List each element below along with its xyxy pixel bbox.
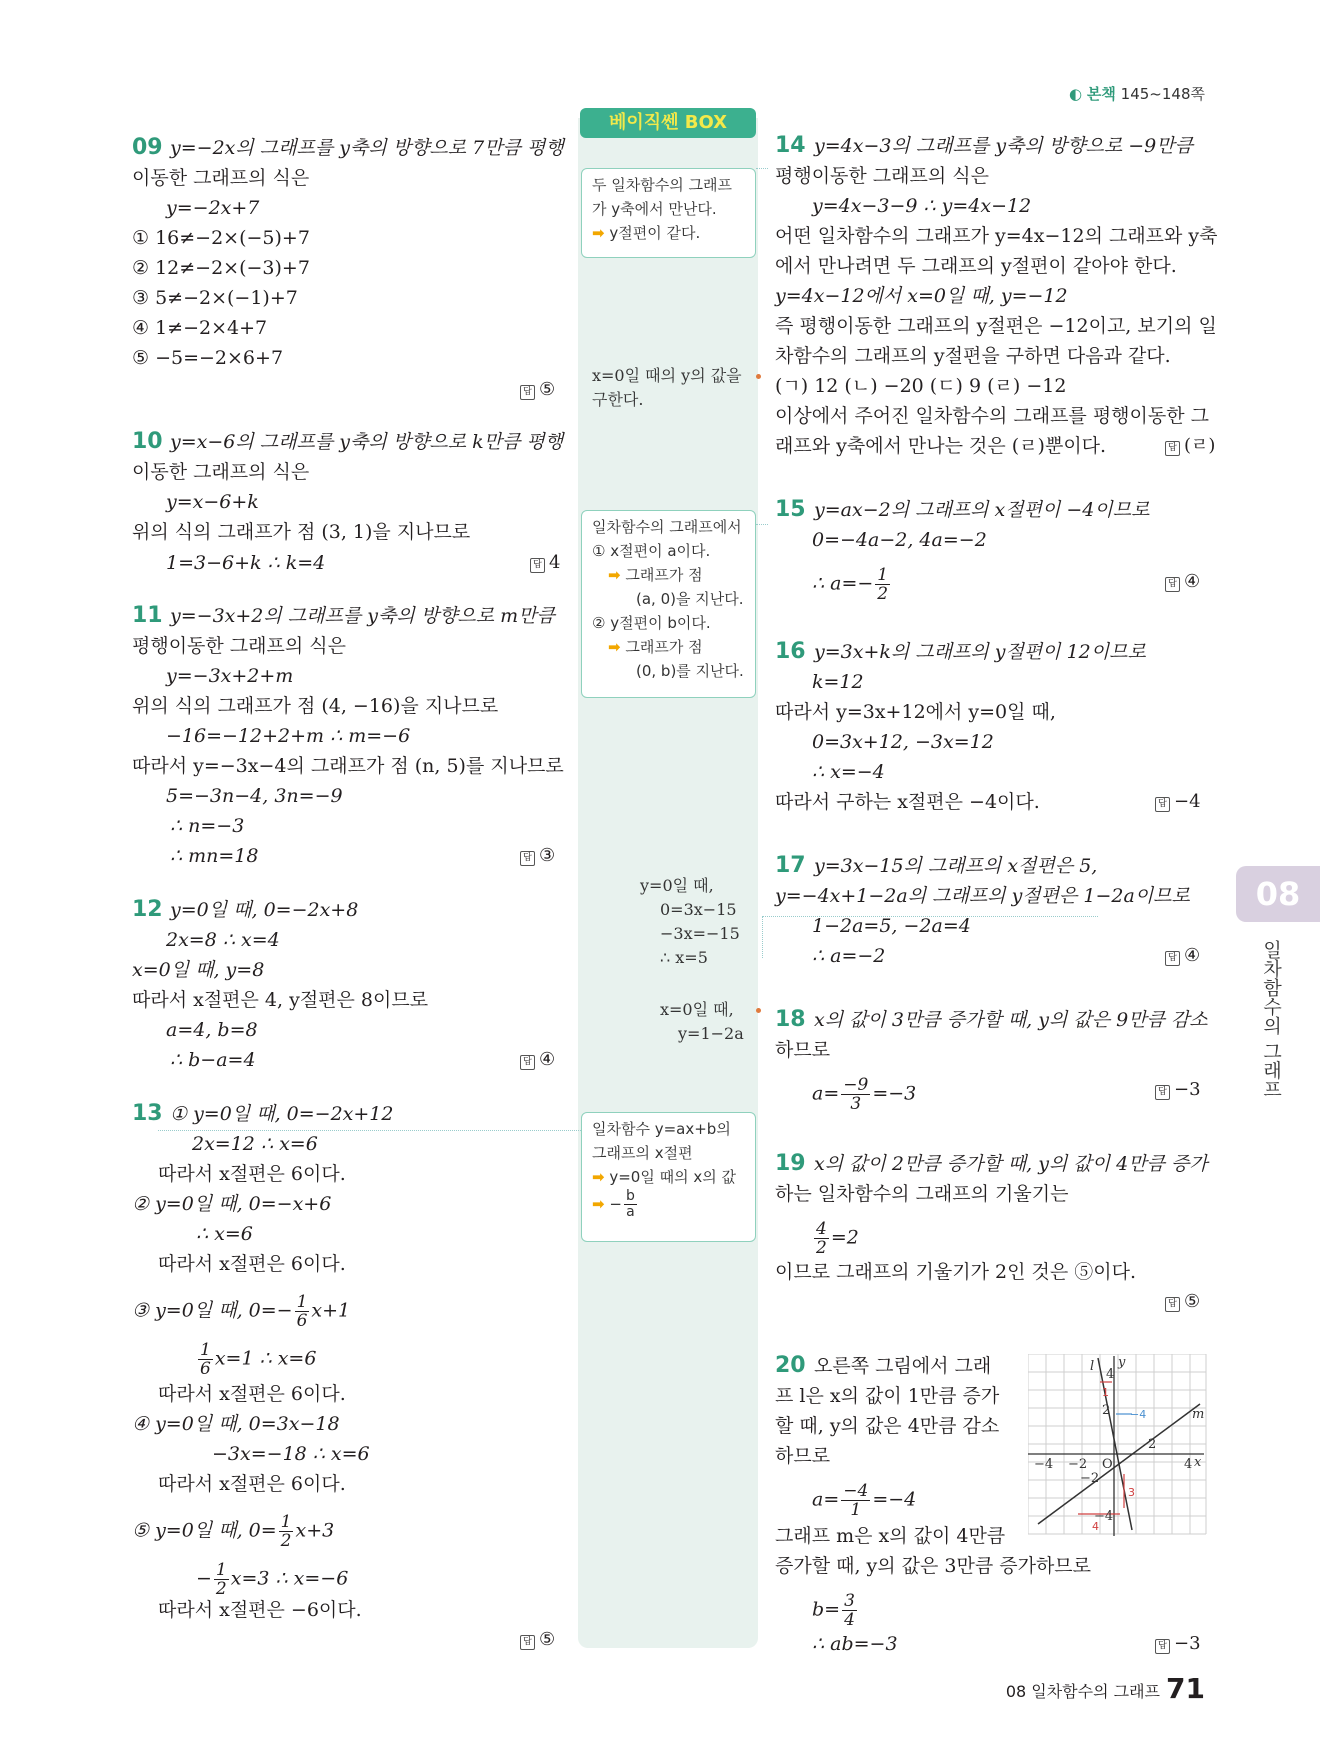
answer: 답 ⑤ xyxy=(520,378,555,402)
answer: 답 ④ xyxy=(1165,944,1200,968)
problem-number: 20 xyxy=(775,1353,806,1378)
text-line: 하는 일차함수의 그래프의 기울기는 xyxy=(775,1183,1069,1205)
equation: a= $\frac{-9}{3}$ =−3 xyxy=(812,1075,917,1114)
answer: 답 ④ xyxy=(1165,570,1200,594)
equation: 0=3x+12, −3x=12 xyxy=(812,731,994,753)
equation: $\frac{1}{6}$ x=1 ∴ x=6 xyxy=(200,1340,317,1379)
text-line: 증가할 때, y의 값은 3만큼 증가하므로 xyxy=(775,1555,1092,1577)
text-line: y=x−6의 그래프를 y축의 방향으로 k만큼 평행 xyxy=(170,431,564,453)
equation: y=−3x+2+m xyxy=(166,665,294,687)
text-line: y=−3x+2의 그래프를 y축의 방향으로 m만큼 xyxy=(170,605,555,627)
answer: 답 ⑤ xyxy=(1165,1290,1200,1314)
fraction: $\frac{1}{6}$ xyxy=(296,1292,308,1331)
equation: ④ y=0일 때, 0=3x−18 xyxy=(132,1413,340,1435)
equation: a=4, b=8 xyxy=(166,1019,258,1041)
equation: ∴ n=−3 xyxy=(170,815,245,837)
source-reference xyxy=(1069,84,1205,104)
text-line: 따라서 구하는 x절편은 −4이다. xyxy=(775,791,1040,813)
text-line: 따라서 x절편은 −6이다. xyxy=(158,1599,362,1621)
equation: a= $\frac{-4}{1}$ =−4 xyxy=(812,1481,917,1520)
text-line: 따라서 x절편은 6이다. xyxy=(158,1253,346,1275)
box-note-intercepts: 일차함수의 그래프에서 ① x절편이 a이다. ➡ 그래프가 점 (a, 0)을 지난다. ② y절편이 b이다. ➡ 그래프가 점 (0, b)를 지난다. xyxy=(581,510,756,698)
text-line: 이상에서 주어진 일차함수의 그래프를 평행이동한 그 xyxy=(775,405,1209,427)
equation: ∴ x=6 xyxy=(196,1223,253,1245)
choice: ① 16≠−2×(−5)+7 xyxy=(132,227,310,249)
equation: ⑤ y=0일 때, 0= $\frac{1}{2}$ x+3 xyxy=(132,1512,335,1551)
text-line: 어떤 일차함수의 그래프가 y=4x−12의 그래프와 y축 xyxy=(775,225,1218,247)
fraction: $\frac{-4}{1}$ xyxy=(843,1481,869,1520)
tick-y4: 4 xyxy=(1106,1367,1115,1382)
book-icon: ◐ xyxy=(1069,85,1083,103)
fraction: $\frac{1}{2}$ xyxy=(877,565,889,604)
answer: 답 −3 xyxy=(1155,1078,1201,1102)
equation: $\frac{4}{2}$ =2 xyxy=(816,1219,859,1258)
text-line: y=−2x의 그래프를 y축의 방향으로 7만큼 평행 xyxy=(170,137,564,159)
text-line: y=3x−15의 그래프의 x절편은 5, xyxy=(814,855,1098,877)
fraction: $\frac{1}{2}$ xyxy=(280,1512,292,1551)
answer: 답 ④ xyxy=(520,1048,555,1072)
fraction: $\frac{1}{6}$ xyxy=(200,1340,211,1379)
chapter-tab: 08 xyxy=(1236,866,1320,922)
answer: 답 −3 xyxy=(1155,1632,1201,1656)
equation: ∴ mn=18 xyxy=(170,845,259,867)
text-line: 위의 식의 그래프가 점 (3, 1)을 지나므로 xyxy=(132,521,471,543)
problem-number: 15 xyxy=(775,497,806,522)
text-line: 따라서 x절편은 6이다. xyxy=(158,1473,346,1495)
text-line: 할 때, y의 값은 4만큼 감소 xyxy=(775,1415,1000,1437)
answer-icon: 답 xyxy=(520,851,535,866)
tick-y2: 2 xyxy=(1102,1403,1111,1418)
side-note: y=0일 때, 0=3x−15 −3x=−15 ∴ x=5 xyxy=(640,876,740,967)
text-line: 차함수의 그래프의 y절편을 구하면 다음과 같다. xyxy=(775,345,1171,367)
text-line: 프 l은 x의 값이 1만큼 증가 xyxy=(775,1385,1000,1407)
tick-yn2: −2 xyxy=(1080,1471,1100,1486)
equation: − $\frac{1}{2}$ x=3 ∴ x=−6 xyxy=(196,1560,349,1599)
text-line: 이동한 그래프의 식은 xyxy=(132,167,310,189)
text-line: 따라서 x절편은 4, y절편은 8이므로 xyxy=(132,989,429,1011)
label-m: m xyxy=(1192,1407,1205,1422)
connector xyxy=(762,916,763,958)
equation: x=0일 때, y=8 xyxy=(132,959,265,981)
equation: k=12 xyxy=(812,671,864,693)
answer-icon: 답 xyxy=(520,1055,535,1070)
connector xyxy=(756,168,768,169)
text-line: 이동한 그래프의 식은 xyxy=(132,461,310,483)
equation: y=−2x+7 xyxy=(166,197,260,219)
answer-icon: 답 xyxy=(530,558,545,573)
page-number: 71 xyxy=(1166,1672,1205,1705)
coordinate-graph xyxy=(1028,1354,1208,1538)
arrow-icon: ➡ xyxy=(608,638,621,656)
tick-x4: 4 xyxy=(1184,1457,1193,1472)
arrow-icon: ➡ xyxy=(592,224,605,242)
text-line: 그래프 m은 x의 값이 4만큼 xyxy=(775,1525,1006,1547)
problem-number: 18 xyxy=(775,1007,806,1032)
arrow-icon: ➡ xyxy=(592,1195,605,1213)
problem-number: 17 xyxy=(775,853,806,878)
text-line: 위의 식의 그래프가 점 (4, −16)을 지나므로 xyxy=(132,695,499,717)
text-line: y=−4x+1−2a의 그래프의 y절편은 1−2a이므로 xyxy=(775,885,1190,907)
text-line: x의 값이 2만큼 증가할 때, y의 값이 4만큼 증가 xyxy=(814,1153,1208,1175)
text-line: 이므로 그래프의 기울기가 2인 것은 ⑤이다. xyxy=(775,1261,1136,1283)
text-line: 하므로 xyxy=(775,1039,831,1061)
equation: 2x=8 ∴ x=4 xyxy=(166,929,280,951)
problem-number: 14 xyxy=(775,133,806,158)
choice: ④ 1≠−2×4+7 xyxy=(132,317,268,339)
choice: ⑤ −5=−2×6+7 xyxy=(132,347,284,369)
box-title: 베이직쎈 BOX xyxy=(580,108,756,138)
equation: 0=−4a−2, 4a=−2 xyxy=(812,529,987,551)
equation: −16=−12+2+m ∴ m=−6 xyxy=(166,725,411,747)
tick-yn4: −4 xyxy=(1094,1509,1114,1524)
equation: ∴ a=−2 xyxy=(812,945,886,967)
arrow-icon: ➡ xyxy=(608,566,621,584)
answer-icon: 답 xyxy=(1155,797,1170,812)
equation: y=4x−3−9 ∴ y=4x−12 xyxy=(812,195,1032,217)
label-x: x xyxy=(1194,1455,1202,1470)
choice-values: (ㄱ) 12 (ㄴ) −20 (ㄷ) 9 (ㄹ) −12 xyxy=(775,375,1067,397)
text-line: 에서 만나려면 두 그래프의 y절편이 같아야 한다. xyxy=(775,255,1177,277)
answer: 답 4 xyxy=(530,551,560,575)
fraction: $\frac{b}{a}$ xyxy=(625,1188,635,1220)
equation: y=0일 때, 0=−2x+8 xyxy=(170,899,359,921)
text-line: 따라서 x절편은 6이다. xyxy=(158,1383,346,1405)
tick-xn4: −4 xyxy=(1034,1457,1054,1472)
text-line: y=4x−3의 그래프를 y축의 방향으로 −9만큼 xyxy=(814,135,1193,157)
problem-number: 12 xyxy=(132,897,163,922)
problem-number: 11 xyxy=(132,603,163,628)
equation: ∴ a=− $\frac{1}{2}$ xyxy=(812,565,889,604)
answer: 답 −4 xyxy=(1155,790,1201,814)
answer: 답 ③ xyxy=(520,844,555,868)
text-line: 따라서 y=3x+12에서 y=0일 때, xyxy=(775,701,1056,723)
text-line: 래프와 y축에서 만나는 것은 (ㄹ)뿐이다. xyxy=(775,435,1107,457)
chapter-title-vertical: 일차함수의 그래프 xyxy=(1260,940,1282,1099)
equation: b= $\frac{3}{4}$ xyxy=(812,1591,855,1630)
connector-dot xyxy=(756,1008,761,1013)
choice: ③ 5≠−2×(−1)+7 xyxy=(132,287,298,309)
equation: 1=3−6+k ∴ k=4 xyxy=(166,552,326,574)
footer-chapter: 08 일차함수의 그래프 xyxy=(1005,1682,1160,1701)
red-label: 3 xyxy=(1128,1486,1135,1499)
answer-icon: 답 xyxy=(520,385,535,400)
text-line: 평행이동한 그래프의 식은 xyxy=(775,165,989,187)
line-m xyxy=(1038,1404,1200,1524)
equation: ① y=0일 때, 0=−2x+12 xyxy=(170,1103,394,1125)
answer-icon: 답 xyxy=(1155,1639,1170,1654)
equation: −3x=−18 ∴ x=6 xyxy=(212,1443,370,1465)
problem-number: 16 xyxy=(775,639,806,664)
answer-icon: 답 xyxy=(1165,577,1180,592)
tick-xn2: −2 xyxy=(1068,1457,1088,1472)
problem-number: 13 xyxy=(132,1101,163,1126)
label-l: l xyxy=(1090,1359,1095,1374)
book-label: 본책 xyxy=(1086,85,1116,103)
answer-icon: 답 xyxy=(520,1635,535,1650)
answer: 답 ⑤ xyxy=(520,1628,555,1652)
problem-number: 09 xyxy=(132,135,163,160)
side-note: x=0일 때, y=1−2a xyxy=(660,1000,744,1043)
blue-label: −4 xyxy=(1130,1408,1147,1421)
red-label: 4 xyxy=(1092,1520,1099,1533)
connector xyxy=(756,524,768,525)
answer: 답 (ㄹ) xyxy=(1165,434,1215,458)
text-line: x의 값이 3만큼 증가할 때, y의 값은 9만큼 감소 xyxy=(814,1009,1208,1031)
equation: ② y=0일 때, 0=−x+6 xyxy=(132,1193,332,1215)
answer-icon: 답 xyxy=(1165,1297,1180,1312)
text-line: y=ax−2의 그래프의 x절편이 −4이므로 xyxy=(814,499,1150,521)
text-line: 평행이동한 그래프의 식은 xyxy=(132,635,346,657)
equation: ③ y=0일 때, 0=− $\frac{1}{6}$ x+1 xyxy=(132,1292,351,1331)
connector-dot xyxy=(756,374,761,379)
fraction: $\frac{3}{4}$ xyxy=(844,1591,855,1630)
arrow-icon: ➡ xyxy=(592,1168,605,1186)
answer-icon: 답 xyxy=(1155,1085,1170,1100)
label-origin: O xyxy=(1102,1457,1113,1472)
equation: 2x=12 ∴ x=6 xyxy=(192,1133,318,1155)
fraction: $\frac{4}{2}$ xyxy=(816,1219,827,1258)
fraction: $\frac{1}{2}$ xyxy=(215,1560,227,1599)
equation: ∴ b−a=4 xyxy=(170,1049,256,1071)
text-line: 하므로 xyxy=(775,1445,831,1467)
answer-icon: 답 xyxy=(1165,441,1180,456)
page-range: 145~148쪽 xyxy=(1120,85,1205,103)
tick-x2: 2 xyxy=(1148,1437,1157,1452)
equation: y=x−6+k xyxy=(166,491,259,513)
connector xyxy=(158,1130,581,1131)
fraction: $\frac{-9}{3}$ xyxy=(843,1075,869,1114)
choice: ② 12≠−2×(−3)+7 xyxy=(132,257,310,279)
side-note: x=0일 때의 y의 값을 구한다. xyxy=(592,366,742,409)
equation: 5=−3n−4, 3n=−9 xyxy=(166,785,343,807)
text-line: 오른쪽 그림에서 그래 xyxy=(814,1355,992,1377)
red-label: 1 xyxy=(1102,1386,1109,1399)
text-line: 즉 평행이동한 그래프의 y절편은 −12이고, 보기의 일 xyxy=(775,315,1217,337)
text-line: 따라서 y=−3x−4의 그래프가 점 (n, 5)를 지나므로 xyxy=(132,755,564,777)
text-line: y=3x+k의 그래프의 y절편이 12이므로 xyxy=(814,641,1146,663)
equation: ∴ x=−4 xyxy=(812,761,885,783)
equation: y=4x−12에서 x=0일 때, y=−12 xyxy=(775,285,1068,307)
problem-number: 10 xyxy=(132,429,163,454)
answer-icon: 답 xyxy=(1165,951,1180,966)
text-line: 따라서 x절편은 6이다. xyxy=(158,1163,346,1185)
label-y: y xyxy=(1118,1355,1126,1370)
equation: ∴ ab=−3 xyxy=(812,1633,898,1655)
box-note-x-intercept: 일차함수 y=ax+b의 그래프의 x절편 ➡ y=0일 때의 x의 값 ➡ − $\frac{b}{a}$ xyxy=(581,1112,756,1242)
equation: 1−2a=5, −2a=4 xyxy=(812,915,971,937)
box-note-y-intercept: 두 일차함수의 그래프 가 y축에서 만난다. ➡ y절편이 같다. xyxy=(581,168,756,258)
problem-number: 19 xyxy=(775,1151,806,1176)
